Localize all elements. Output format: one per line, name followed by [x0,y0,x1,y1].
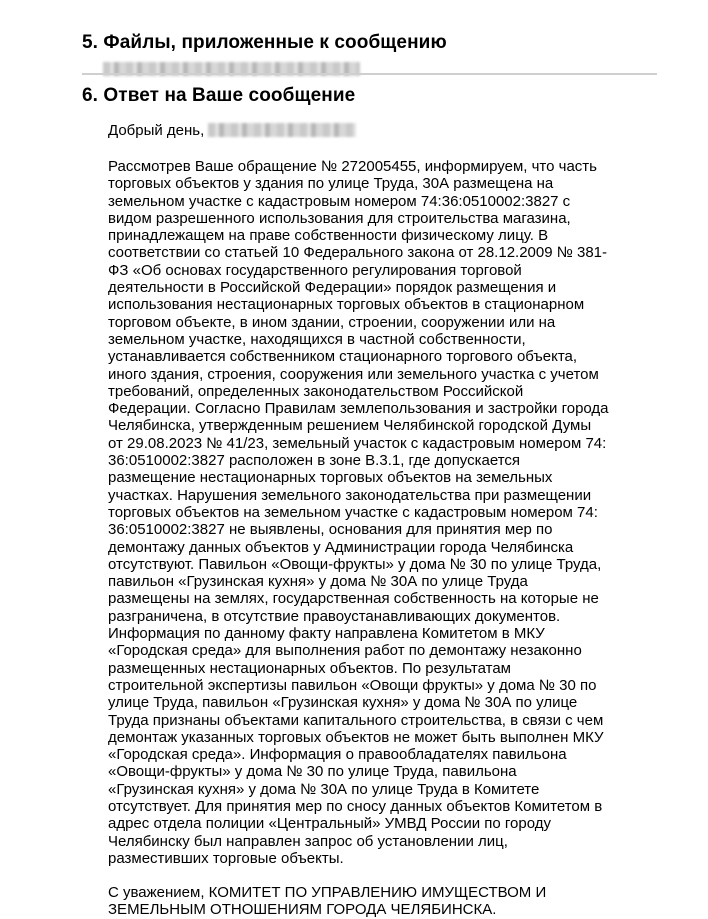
body-line: Челябинска, утвержденным решением Челябинской городской Думы [108,417,592,435]
greeting-text: Добрый день, [108,122,205,139]
greeting-line [108,122,648,140]
reply-signature [108,884,648,919]
body-line: размещены на землях, государственная собственность на которые не [108,590,599,608]
body-line: деятельности в Российской Федерации» порядок размещения и [108,279,557,297]
body-line: Рассмотрев Ваше обращение № 272005455, информируем, что часть [108,158,597,175]
body-line: видом разрешенного использования для строительства магазина, [108,209,571,227]
body-line: демонтаж указанных торговых объектов не может быть выполнен МКУ [108,728,604,746]
body-line: адрес отдела полиции «Центральный» УМВД России по городу [108,815,551,833]
body-line: 36:0510002:3827 расположен в зоне В.3.1, где допускается [108,452,521,470]
body-line: торговых объектов у здания по улице Труда, 30А размещена на [108,175,554,193]
body-line: улице Труда, павильон «Грузинская кухня» у дома № 30А по улице [108,694,578,712]
body-line: Информация по данному факту направлена Комитетом в МКУ [108,625,545,643]
body-line: Федерации. Согласно Правилам землепользования и застройки города [108,400,609,418]
body-line: Челябинску был направлен запрос об установлении лиц, [108,832,508,850]
reply-message [108,122,648,919]
body-line: иного здания, строения, сооружения или земельного участка с учетом [108,365,599,383]
body-line: разграничена, в отсутствие правоустанавливающих документов. [108,607,561,625]
body-line: 36:0510002:3827 не выявлены, основания для принятия мер по [108,521,553,539]
signature-line: С уважением, КОМИТЕТ ПО УПРАВЛЕНИЮ ИМУЩЕСТВОМ И [108,884,547,902]
body-line: торговых объектов на земельном участке с кадастровым номером 74: [108,503,598,521]
body-line: от 29.08.2023 № 41/23, земельный участок с кадастровым номером 74: [108,434,607,452]
reply-body [108,158,648,867]
body-line: павильон «Грузинская кухня» у дома № 30А по улице Труда [108,573,528,591]
body-line: демонтажу данных объектов у Администрации города Челябинска [108,538,574,556]
body-line: разместивших торговые объекты. [108,849,344,867]
body-line: отсутствуют. Павильон «Овощи-фрукты» у дома № 30 по улице Труда, [108,555,602,573]
body-line: строительной экспертизы павильон «Овощи фрукты» у дома № 30 по [108,676,597,694]
body-line: «Городская среда» для выполнения работ по демонтажу незаконно [108,642,582,660]
body-line: «Овощи-фрукты» у дома № 30 по улице Труда, павильона [108,763,517,781]
body-line: принадлежащем на праве собственности физическому лицу. В [108,227,549,245]
body-line: соответствии со статьей 10 Федерального закона от 28.12.2009 № 381- [108,244,608,262]
body-line: Труда признаны объектами капитального строительства, в связи с чем [108,711,604,729]
attachments-section-heading: 5. Файлы, приложенные к сообщению [82,32,447,53]
body-line: земельном участке с кадастровым номером 74:36:0510002:3827 с [108,192,571,210]
reply-section-heading: 6. Ответ на Ваше сообщение [82,85,356,106]
body-line: торговом объекте, в ином здании, строении, сооружении или на [108,313,556,331]
body-line: использования нестационарных торговых объектов в стационарном [108,296,585,314]
body-line: отсутствует. Для принятия мер по сносу данных объектов Комитетом в [108,797,603,815]
redacted-recipient-name [208,123,356,137]
section-divider [82,73,657,75]
body-line: «Грузинская кухня» у дома № 30А по улице Труда в Комитете [108,780,540,798]
body-line: размещение нестационарных торговых объектов на земельных [108,469,553,487]
body-line: ФЗ «Об основах государственного регулирования торговой [108,261,522,279]
signature-line: ЗЕМЕЛЬНЫМ ОТНОШЕНИЯМ ГОРОДА ЧЕЛЯБИНСКА. [108,901,497,919]
body-line: требований, определенных законодательством Российской [108,382,524,400]
body-line: «Городская среда». Информация о правообладателях павильона [108,746,567,764]
body-line: участках. Нарушения земельного законодательства при размещении [108,486,592,504]
body-line: размещенных нестационарных объектов. По результатам [108,659,511,677]
body-line: устанавливается собственником стационарного торгового объекта, [108,348,578,366]
body-line: земельном участке, находящихся в частной собственности, [108,330,526,348]
